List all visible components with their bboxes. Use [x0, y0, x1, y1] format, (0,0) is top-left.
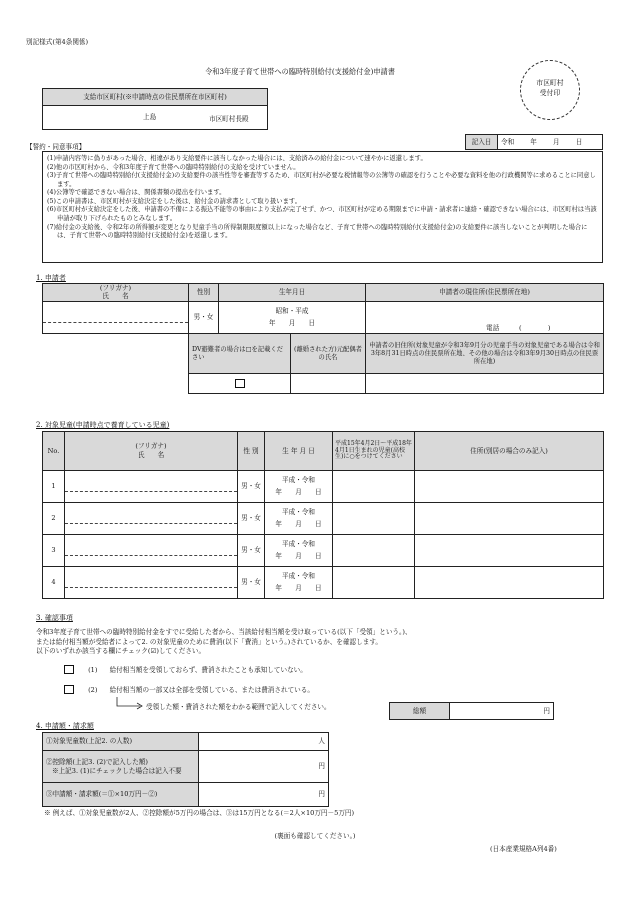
claim-section-title: 4. 申請額・請求額 — [36, 722, 94, 730]
applicant-birth-era: 昭和・平成 — [275, 306, 309, 315]
old-address-field[interactable] — [366, 374, 604, 394]
arrow-icon — [115, 697, 145, 711]
claim-example: ※ 例えば、①対象児童数が2人、②控除額が5万円の場合は、③は15万円となる(＝2人×10万円－5万円) — [44, 809, 355, 817]
claim-row1-label: ①対象児童数(上記2. の人数) — [43, 733, 199, 751]
child-birth-ymd: 年 月 日 — [275, 551, 322, 560]
children-sex-header: 性 別 — [238, 432, 265, 471]
child-sex-field[interactable]: 男・女 — [238, 503, 265, 535]
spouse-name-field[interactable] — [291, 374, 366, 394]
confirm-intro-line2: または給付相当額が受給者によって2. の対象児童のために費消(以下「費消」という。)されているか、を確認します。 — [36, 637, 382, 646]
pledge-item: (4)公簿等で確認できない場合は、関係書類の提出を行います。 — [47, 189, 226, 197]
confirm-section-title: 3. 確認事項 — [36, 614, 73, 622]
stamp-line1: 市区町村 — [536, 79, 564, 87]
applicant-name-field[interactable] — [43, 302, 189, 334]
claim-row3-label: ③申請額・請求額(＝①×10万円－②) — [43, 783, 199, 807]
child-sex-field[interactable]: 男・女 — [238, 567, 265, 599]
pledge-item: (7)給付金の支給後、令和2年の所得額が変更となり児童手当の所得制限限度額以上になった場合など、子育て世帯への臨時特別給付(支援給付金)の支給要件に該当しないことが判明した場合には、子育て世帯への臨時特別給付(支援給付金)を返還します。 — [47, 223, 588, 240]
pledge-item: (3)子育て世帯への臨時特別給付(支援給付金)の支給要件の該当性等を審査等するため、市区町村が必要な税情報等の公簿等の確認を行うことや必要な資料を他の行政機関等に求めることに同意します。 — [47, 172, 596, 188]
total-box — [389, 702, 554, 720]
reception-stamp-area — [520, 60, 580, 120]
arrow-note: 受領した額・費消された額をわかる範囲で記入してください。 — [146, 703, 331, 711]
option-2-number: (2) — [88, 685, 98, 694]
municipality-town: 上島 — [143, 113, 157, 121]
pledge-title: 【誓約・同意事項】 — [26, 143, 86, 151]
claim-row2-line2: ※上記3. (1)にチェックした場合は記入不要 — [52, 766, 182, 775]
child-row — [43, 535, 604, 567]
entry-date-year: 年 — [530, 137, 537, 146]
child-hs-field[interactable] — [333, 503, 415, 535]
confirm-option-2 — [64, 685, 314, 694]
children-name-label: 氏 名 — [137, 451, 165, 459]
old-address-header: 申請者の旧住所(対象児童が令和3年9月分の児童手当の対象児童である場合は令和3年8月31日時点の住民票所在地、その他の場合は令和3年9月30日時点の住民票所在地) — [366, 334, 604, 374]
applicant-sex-field[interactable]: 男・女 — [189, 302, 219, 334]
municipality-suffix: 市区町村長殿 — [209, 115, 249, 123]
claim-row3-field[interactable]: 円 — [199, 783, 329, 807]
option-1-label: 給付相当額を受領しておらず、費消されたことも承知していない。 — [109, 665, 307, 674]
applicant-birth-ymd: 年 月 日 — [268, 318, 316, 327]
child-row — [43, 471, 604, 503]
claim-row2-line1: ②控除額(上記3. (2)で記入した額) — [46, 757, 148, 766]
child-name-field[interactable] — [65, 567, 238, 599]
claim-row2-label — [43, 751, 199, 783]
child-row — [43, 567, 604, 599]
municipality-field[interactable] — [43, 106, 268, 130]
child-hs-field[interactable] — [333, 471, 415, 503]
page-title: 令和3年度子育て世帯への臨時特別給付(支援給付金)申請書 — [205, 67, 395, 76]
child-address-field[interactable] — [415, 471, 604, 503]
claim-row2-field[interactable]: 円 — [199, 751, 329, 783]
confirm-intro-line1: 令和3年度子育て世帯への臨時特別給付金をすでに受給した者から、当該給付相当額を受け取っている(以下「受領」という。)、 — [36, 628, 412, 636]
pledge-box — [42, 151, 603, 263]
applicant-table — [42, 283, 604, 394]
child-hs-field[interactable] — [333, 535, 415, 567]
form-label: 別記様式(第4条関係) — [26, 38, 89, 46]
applicant-sex-header: 性別 — [189, 284, 219, 302]
child-address-field[interactable] — [415, 535, 604, 567]
pledge-item: (5)この申請書は、市区町村が支給決定をした後は、給付金の請求書として取り扱います。 — [47, 197, 301, 205]
total-field[interactable]: 円 — [450, 703, 554, 720]
applicant-address-header: 申請者の現住所(住民票所在地) — [366, 284, 604, 302]
child-sex-field[interactable]: 男・女 — [238, 535, 265, 567]
child-name-field[interactable] — [65, 503, 238, 535]
jis-note: (日本産業規格A列4番) — [490, 845, 557, 853]
municipality-box — [42, 88, 268, 130]
child-birth-era: 平成・令和 — [282, 475, 315, 484]
dv-header: DV避難者の場合は□を記載ください — [189, 334, 291, 374]
municipality-header: 支給市区町村(※申請時点の住民票所在市区町村) — [43, 89, 268, 106]
child-address-field[interactable] — [415, 503, 604, 535]
option-1-number: (1) — [88, 665, 98, 674]
children-hs-header: 平成15年4月2日～平成18年4月1日生まれの児童(高校生)に○をつけてください — [333, 432, 415, 471]
child-birth-era: 平成・令和 — [282, 571, 315, 580]
children-address-header: 住所(別居の場合のみ記入) — [415, 432, 604, 471]
applicant-name-header — [43, 284, 189, 302]
back-note: (裏面も確認してください。) — [274, 832, 356, 840]
pledge-item: (2)他の市区町村から、令和3年度子育て世帯への臨時特別給付の支給を受けていません。 — [47, 163, 300, 171]
child-birth-ymd: 年 月 日 — [275, 519, 322, 528]
child-hs-field[interactable] — [333, 567, 415, 599]
children-furigana-label: (フリガナ) — [135, 442, 167, 451]
dv-checkbox[interactable] — [235, 379, 245, 388]
children-table — [42, 431, 604, 599]
child-name-field[interactable] — [65, 535, 238, 567]
child-row-number: 3 — [43, 535, 65, 567]
child-birth-ymd: 年 月 日 — [275, 583, 322, 592]
option-1-checkbox[interactable] — [64, 665, 74, 674]
pledge-item: (6)市区町村が支給決定をした後、申請書の不備による振込不能等の事由により支払が完了せず、かつ、市区町村が定める期限までに申請・請求者に連絡・確認できない場合には、市区町村は当該申請が取り下げられたものとみなします。 — [47, 206, 597, 222]
child-birth-field[interactable] — [265, 535, 333, 567]
entry-date-label: 記入日 — [466, 135, 498, 150]
children-section-title: 2. 対象児童(申請時点で養育している児童) — [36, 421, 170, 429]
option-2-label: 給付相当額の一部又は全部を受領している、または費消されている。 — [109, 685, 314, 694]
child-birth-field[interactable] — [265, 567, 333, 599]
confirm-intro — [36, 628, 606, 657]
child-row-number: 1 — [43, 471, 65, 503]
option-2-checkbox[interactable] — [64, 685, 74, 694]
child-address-field[interactable] — [415, 567, 604, 599]
confirm-option-1 — [64, 665, 307, 674]
entry-date-era: 令和 — [501, 137, 515, 146]
child-birth-era: 平成・令和 — [282, 507, 315, 516]
children-no-header: No. — [43, 432, 65, 471]
applicant-name-label: 氏 名 — [102, 291, 129, 300]
applicant-address-field[interactable] — [366, 302, 604, 334]
applicant-birth-header: 生年月日 — [219, 284, 366, 302]
dv-checkbox-cell — [189, 374, 291, 394]
total-label: 総額 — [390, 703, 450, 720]
entry-date-day: 日 — [575, 137, 583, 146]
child-birth-ymd: 年 月 日 — [275, 487, 322, 496]
child-sex-field[interactable]: 男・女 — [238, 471, 265, 503]
children-name-header — [65, 432, 238, 471]
entry-date-month: 月 — [553, 137, 560, 146]
entry-date-field[interactable] — [498, 135, 603, 150]
pledge-item: (1)申請内容等に偽りがあった場合、相違があり支給要件に該当しなかった場合には、支給済みの給付金について速やかに返還します。 — [47, 155, 427, 162]
claim-row1-field[interactable]: 人 — [199, 733, 329, 751]
children-birth-header: 生 年 月 日 — [265, 432, 333, 471]
child-birth-era: 平成・令和 — [282, 539, 315, 548]
entry-date-box — [465, 134, 603, 150]
applicant-birth-field[interactable] — [219, 302, 366, 334]
child-row — [43, 503, 604, 535]
stamp-line2: 受付印 — [539, 88, 561, 97]
child-name-field[interactable] — [65, 471, 238, 503]
child-birth-field[interactable] — [265, 471, 333, 503]
applicant-phone-label: 電話 ( ) — [486, 323, 551, 332]
applicant-section-title: 1. 申請者 — [36, 274, 66, 282]
child-row-number: 2 — [43, 503, 65, 535]
claim-table — [42, 732, 329, 807]
child-row-number: 4 — [43, 567, 65, 599]
spouse-header: (離婚された方)元配偶者の氏名 — [291, 334, 366, 374]
child-birth-field[interactable] — [265, 503, 333, 535]
confirm-intro-line3: 以下のいずれか該当する欄にチェック(☑)してください。 — [36, 647, 206, 656]
applicant-furigana-label: (フリガナ) — [99, 284, 132, 292]
